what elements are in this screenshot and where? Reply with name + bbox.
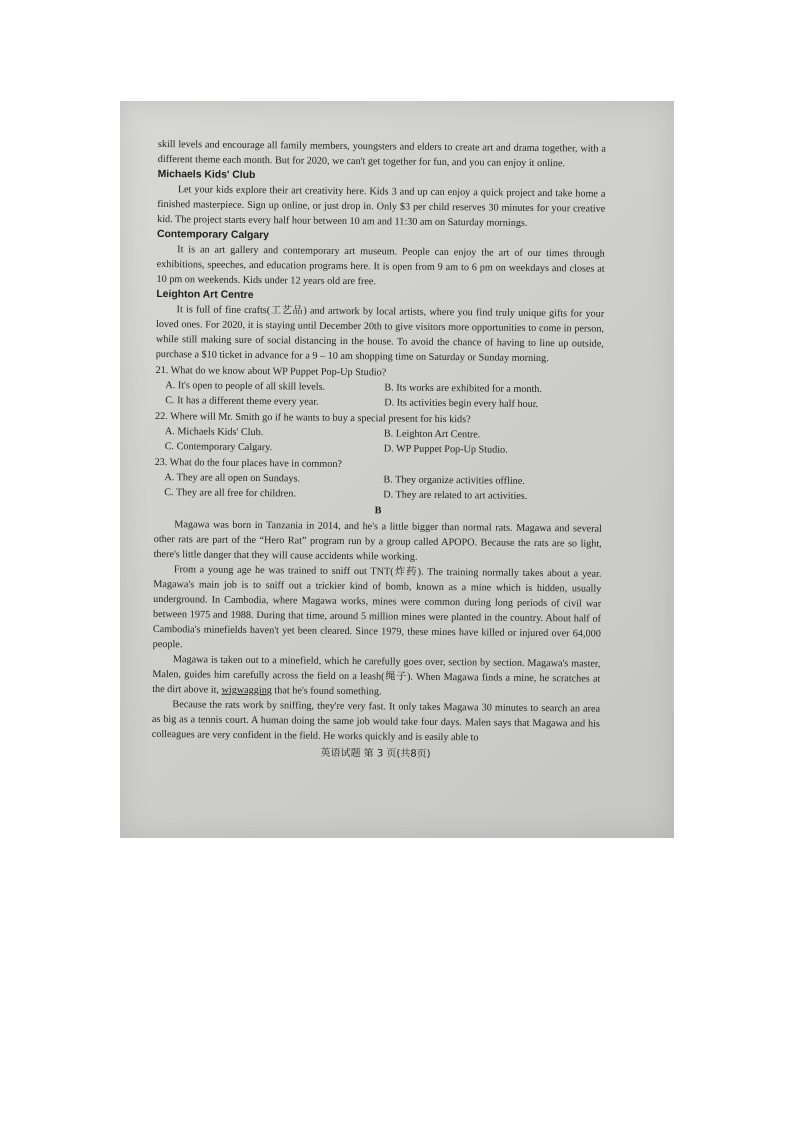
option-a: A. Michaels Kids' Club. [164,426,264,439]
option-c: C. It has a different theme every year. [165,395,319,408]
exam-page [151,137,605,764]
question-options [155,378,603,413]
place-contemporary [156,227,605,292]
question-options [155,424,603,459]
passage-b-paragraph: From a young age he was trained to sniff out TNT(炸药). The training normally takes about a year. Magawa's main job is to sniff out a trickier kind of bomb, known as a mine which is hidden, usually underground. In Cambodia, where Magawa works, mines were common during long periods of civil war between 1975 and 1988. During that time, around 5 million mines were planted in the country. About half of Cambodia's minefields haven't yet been cleared. Since 1979, these mines have killed or injured over 64,000 people. [152,564,602,651]
place-michaels [157,167,606,232]
passage-b-paragraph: Because the rats work by sniffing, they're very fast. It only takes Magawa 30 minutes to search an area as big as a tennis court. A human doing the same job would take four days. Malen says that Magawa and his colleagues are very confident in the field. He works quickly and is easily able to [151,699,601,744]
question-options [154,470,602,505]
option-d: D. WP Puppet Pop-Up Studio. [383,443,508,456]
question-22 [155,409,603,459]
paragraph-text: Magawa is taken out to a minefield, which he carefully goes over, section by section. Magawa's master, Malen, guides him carefully across the field on a leash(绳子). When Magawa finds a mine, he scratches at the dirt above it, [152,654,601,696]
place-heading: Leighton Art Centre [156,288,254,302]
option-d: D. Its activities begin every half hour. [384,397,539,410]
place-text: It is an art gallery and contemporary art museum. People can enjoy the art of our times through exhibitions, speeches, and education programs here. It is open from 9 am to 6 pm on weekdays and closes at 10 pm on weekends. Kids under 12 years old are free. [156,244,605,288]
intro-continuation: skill levels and encourage all family members, youngsters and elders to create art and drama together, with a different theme each month. But for 2020, we can't get together for fun, and you can enjoy it online. [157,138,606,170]
question-stem: 21. What do we know about WP Puppet Pop-Up Studio? [155,364,387,379]
paragraph-text: that he's found something. [271,685,382,698]
underlined-word: wigwagging [221,684,272,697]
option-d: D. They are related to art activities. [383,489,528,502]
place-text: Let your kids explore their art creativity here. Kids 3 and up can enjoy a quick project and take home a finished masterpiece. Sign up online, or just drop in. Only $3 per child reserves 30 minutes for your creative kid. The project starts every half hour between 10 am and 11:30 am on Saturday mornings. [157,184,606,229]
document-photo [120,101,674,838]
place-heading: Contemporary Calgary [156,228,270,242]
question-stem: 23. What do the four places have in common? [154,456,343,470]
passage-b-paragraph [152,652,600,702]
option-b: B. Its works are exhibited for a month. [384,382,543,396]
page-footer: 英语试题 第 3 页(共8页) [320,747,431,760]
option-b: B. They organize activities offline. [383,474,525,487]
passage-b-paragraph: Magawa was born in Tanzania in 2014, and he's a little bigger than normal rats. Magawa and several other rats are part of the “Hero Rat” program run by a group called APOPO. Because the rats are so light, there's little danger that they will cause accidents while working. [153,519,602,563]
question-21 [155,363,603,413]
question-23 [154,455,602,505]
place-leighton [156,287,605,367]
section-b-label: B [374,505,382,517]
place-heading: Michaels Kids' Club [157,168,256,182]
option-c: C. They are all free for children. [164,487,296,500]
place-text: It is full of fine crafts(工艺品) and artwork by local artists, where you find truly unique gifts for your loved ones. For 2020, it is staying until December 20th to give visitors more opportunities to come in person, while still making sure of social distancing in the house. To avoid the chance of having to line up outside, purchase a $10 ticket in advance for a 9 – 10 am shopping time on Saturday or Sunday morning. [155,304,605,365]
option-a: A. They are all open on Sundays. [164,472,301,485]
option-c: C. Contemporary Calgary. [164,441,273,454]
question-stem: 22. Where will Mr. Smith go if he wants to buy a special present for his kids? [155,410,471,426]
option-a: A. It's open to people of all skill levels. [165,380,326,393]
option-b: B. Leighton Art Centre. [383,428,481,441]
